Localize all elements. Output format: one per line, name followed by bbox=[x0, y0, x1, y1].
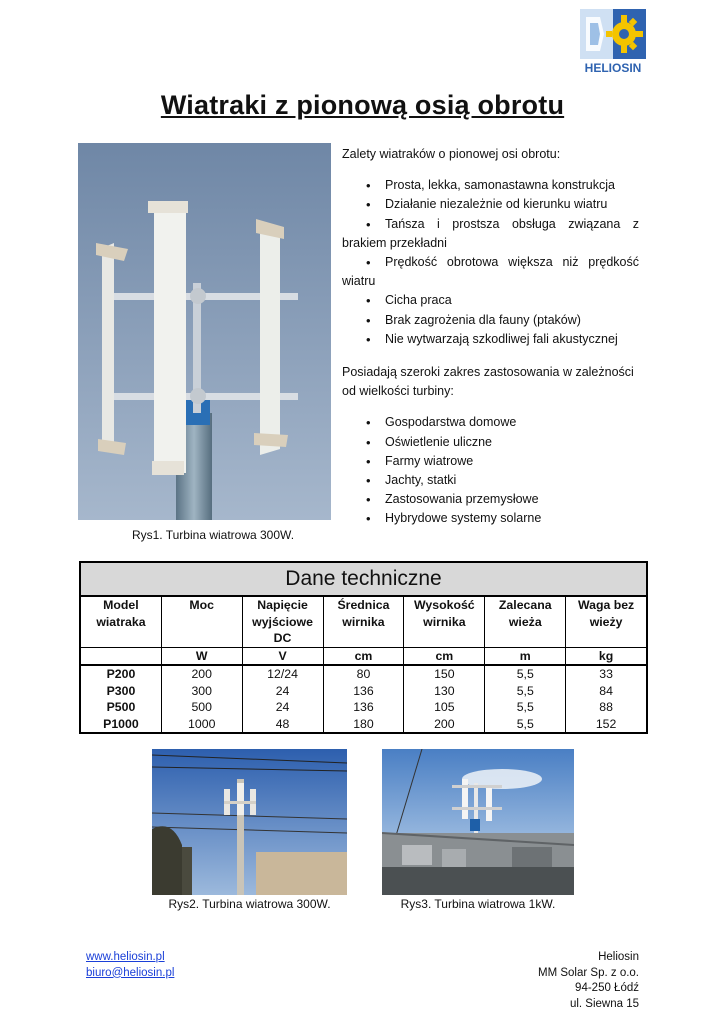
table-cell: 180 bbox=[323, 716, 404, 734]
list-item: • Prosta, lekka, samonastawna konstrukcja bbox=[342, 176, 639, 195]
email-link[interactable]: biuro@heliosin.pl bbox=[86, 966, 175, 979]
table-cell: 88 bbox=[566, 699, 647, 716]
list-item: • Zastosowania przemysłowe bbox=[342, 490, 639, 509]
table-cell: 1000 bbox=[161, 716, 242, 734]
unit-cell: W bbox=[161, 647, 242, 665]
model-cell: P300 bbox=[80, 683, 161, 700]
unit-cell bbox=[80, 647, 161, 665]
company-name: Heliosin bbox=[598, 951, 639, 963]
turbine-photo-300w-pole bbox=[152, 749, 347, 895]
list-item: • Hybrydowe systemy solarne bbox=[342, 509, 639, 528]
svg-text:HELIOSIN: HELIOSIN bbox=[584, 61, 642, 75]
table-cell: 136 bbox=[323, 699, 404, 716]
unit-cell: m bbox=[485, 647, 566, 665]
advantages-section bbox=[342, 145, 639, 543]
list-item: • Oświetlenie uliczne bbox=[342, 433, 639, 452]
turbine-photo-1kw bbox=[382, 749, 574, 895]
company-legal-name: MM Solar Sp. z o.o. bbox=[538, 966, 639, 979]
table-cell: 136 bbox=[323, 683, 404, 700]
list-item: • Gospodarstwa domowe bbox=[342, 413, 639, 432]
table-cell: 48 bbox=[242, 716, 323, 734]
table-row bbox=[80, 699, 647, 716]
column-header: Moc bbox=[161, 596, 242, 647]
table-title: Dane techniczne bbox=[80, 562, 647, 596]
table-cell: 80 bbox=[323, 665, 404, 683]
model-cell: P500 bbox=[80, 699, 161, 716]
table-cell: 152 bbox=[566, 716, 647, 734]
turbine-photo-300w bbox=[78, 143, 331, 520]
table-cell: 200 bbox=[404, 716, 485, 734]
table-cell: 24 bbox=[242, 683, 323, 700]
table-cell: 33 bbox=[566, 665, 647, 683]
company-street: ul. Siewna 15 bbox=[569, 997, 639, 1010]
list-item: • Cicha praca bbox=[342, 291, 639, 310]
footer-address bbox=[538, 950, 639, 1012]
table-cell: 5,5 bbox=[485, 716, 566, 734]
company-postcode-city: 94-250 Łódź bbox=[575, 982, 639, 994]
table-row bbox=[80, 716, 647, 734]
photo1-caption: Rys1. Turbina wiatrowa 300W. bbox=[131, 528, 295, 542]
model-cell: P200 bbox=[80, 665, 161, 683]
photo3-caption: Rys3. Turbina wiatrowa 1kW. bbox=[400, 897, 556, 911]
table-row bbox=[80, 665, 647, 683]
table-cell: 5,5 bbox=[485, 699, 566, 716]
unit-cell: kg bbox=[566, 647, 647, 665]
table-cell: 130 bbox=[404, 683, 485, 700]
table-cell: 5,5 bbox=[485, 683, 566, 700]
applications-list bbox=[342, 413, 639, 528]
page-title: Wiatraki z pionową osią obrotu bbox=[160, 90, 565, 120]
table-cell: 300 bbox=[161, 683, 242, 700]
model-cell: P1000 bbox=[80, 716, 161, 734]
applications-intro: Posiadają szeroki zakres zastosowania w zależności od wielkości turbiny: bbox=[342, 365, 634, 399]
list-item: • Działanie niezależnie od kierunku wiatru bbox=[342, 195, 639, 214]
technical-data-table bbox=[79, 561, 648, 734]
column-header: Waga bez wieży bbox=[566, 596, 647, 647]
column-header: Średnica wirnika bbox=[323, 596, 404, 647]
table-cell: 105 bbox=[404, 699, 485, 716]
advantages-list bbox=[342, 176, 639, 349]
table-cell: 84 bbox=[566, 683, 647, 700]
heliosin-logo bbox=[580, 9, 646, 75]
table-cell: 200 bbox=[161, 665, 242, 683]
table-cell: 5,5 bbox=[485, 665, 566, 683]
list-item: • Jachty, statki bbox=[342, 471, 639, 490]
table-row bbox=[80, 683, 647, 700]
website-link[interactable]: www.heliosin.pl bbox=[86, 951, 165, 963]
footer-contact bbox=[86, 950, 174, 981]
list-item: • Nie wytwarzają szkodliwej fali akustycznej bbox=[342, 330, 639, 349]
unit-cell: V bbox=[242, 647, 323, 665]
column-header: Model wiatraka bbox=[80, 596, 161, 647]
table-cell: 500 bbox=[161, 699, 242, 716]
column-header: Zalecana wieża bbox=[485, 596, 566, 647]
table-cell: 12/24 bbox=[242, 665, 323, 683]
table-cell: 24 bbox=[242, 699, 323, 716]
list-item: • Tańsza i prostsza obsługa związana z brakiem przekładni bbox=[342, 215, 639, 253]
list-item: • Prędkość obrotowa większa niż prędkość wiatru bbox=[342, 253, 639, 291]
unit-cell: cm bbox=[404, 647, 485, 665]
table-cell: 150 bbox=[404, 665, 485, 683]
photo2-caption: Rys2. Turbina wiatrowa 300W. bbox=[168, 897, 331, 911]
list-item: • Farmy wiatrowe bbox=[342, 452, 639, 471]
column-header: Wysokość wirnika bbox=[404, 596, 485, 647]
column-header: Napięcie wyjściowe DC bbox=[242, 596, 323, 647]
list-item: • Brak zagrożenia dla fauny (ptaków) bbox=[342, 311, 639, 330]
advantages-intro: Zalety wiatraków o pionowej osi obrotu: bbox=[342, 147, 561, 161]
unit-cell: cm bbox=[323, 647, 404, 665]
